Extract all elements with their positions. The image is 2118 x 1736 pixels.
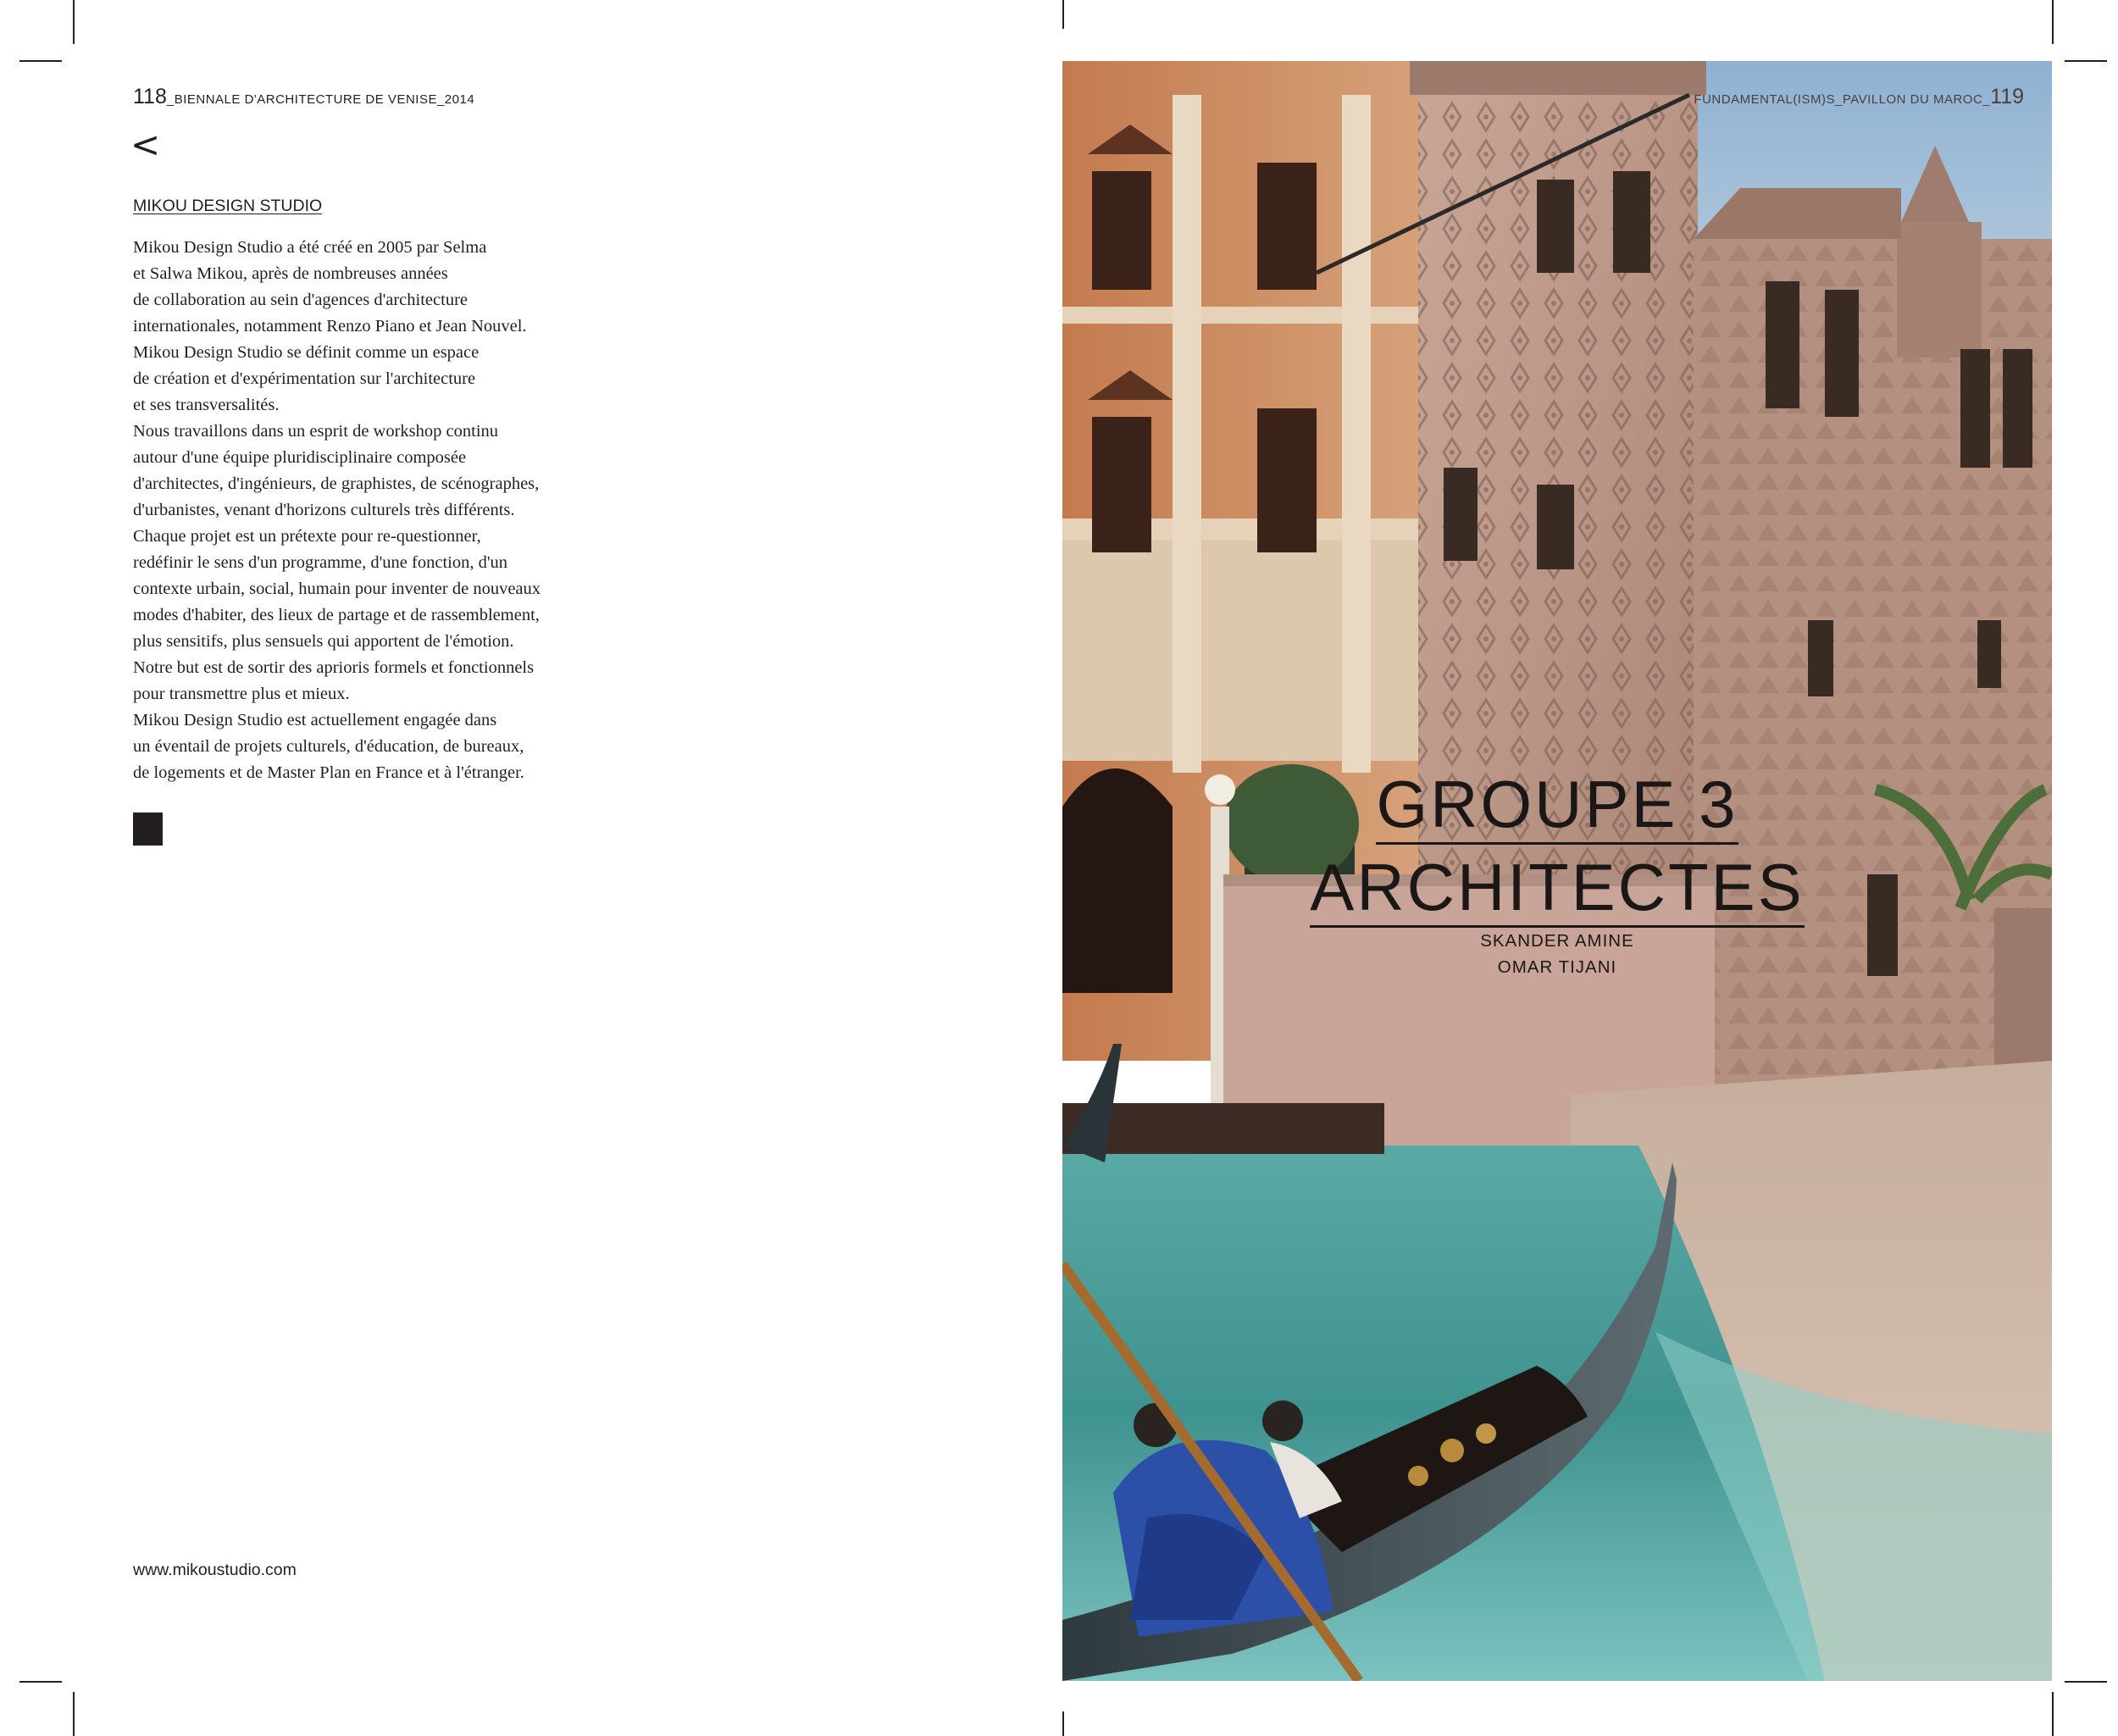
bio-line: Mikou Design Studio a été créé en 2005 par Selma	[133, 238, 487, 257]
back-arrow-icon[interactable]: <	[130, 124, 161, 165]
bio-line: un éventail de projets culturels, d'éducation, de bureaux,	[133, 737, 524, 756]
bio-line: Nous travaillons dans un esprit de workshop continu	[133, 422, 499, 441]
studio-title: MIKOU DESIGN STUDIO	[133, 197, 323, 215]
bio-line: d'urbanistes, venant d'horizons culturels très différents.	[133, 501, 515, 519]
bio-line: plus sensitifs, plus sensuels qui apportent de l'émotion.	[133, 632, 514, 651]
crop-mark	[73, 0, 75, 44]
crop-mark	[19, 60, 62, 62]
running-head: FUNDAMENTAL(ISM)S_PAVILLON DU MAROC_	[1694, 92, 1991, 107]
crop-mark	[73, 1692, 75, 1736]
authors-list	[1062, 928, 2052, 980]
left-page-header	[133, 85, 474, 109]
cover-photo	[1062, 61, 2052, 1681]
bio-line: internationales, notamment Renzo Piano et Jean Nouvel.	[133, 317, 527, 336]
bio-line: de création et d'expérimentation sur l'architecture	[133, 369, 476, 388]
bio-line: d'architectes, d'ingénieurs, de graphistes, de scénographes,	[133, 474, 540, 493]
bio-line: et Salwa Mikou, après de nombreuses années	[133, 264, 448, 283]
crop-mark	[19, 1681, 62, 1683]
bio-line: de logements et de Master Plan en France et à l'étranger.	[133, 763, 524, 782]
crop-mark	[1062, 0, 1064, 29]
group-title-line-1-wrapper	[1062, 767, 2052, 845]
page-number: 119	[1990, 85, 2024, 108]
bio-line: Notre but est de sortir des aprioris formels et fonctionnels	[133, 658, 535, 677]
bio-line: autour d'une équipe pluridisciplinaire composée	[133, 448, 467, 467]
bio-line: et ses transversalités.	[133, 396, 280, 414]
crop-mark	[2052, 1692, 2054, 1736]
crop-mark	[2065, 1681, 2107, 1683]
running-head: _BIENNALE D'ARCHITECTURE DE VENISE_2014	[166, 92, 475, 107]
right-page-header	[1694, 85, 2024, 109]
author-name: SKANDER AMINE	[1480, 931, 1634, 951]
group-title-line-2-wrapper	[1062, 850, 2052, 928]
crop-mark	[2052, 0, 2054, 44]
crop-mark	[2065, 60, 2107, 62]
crop-mark	[1062, 1711, 1064, 1736]
group-title-line-2: ARCHITECTES	[1310, 854, 1804, 928]
website-link[interactable]: www.mikoustudio.com	[133, 1561, 297, 1579]
group-title-line-1: GROUPE 3	[1376, 771, 1738, 845]
bio-line: contexte urbain, social, humain pour inventer de nouveaux	[133, 580, 541, 598]
bio-line: modes d'habiter, des lieux de partage et de rassemblement,	[133, 606, 540, 624]
bio-line: redéfinir le sens d'un programme, d'une fonction, d'un	[133, 553, 508, 572]
page-number: 118	[133, 85, 167, 108]
bio-line: pour transmettre plus et mieux.	[133, 685, 350, 703]
bio-line: de collaboration au sein d'agences d'architecture	[133, 291, 468, 309]
bio-line: Mikou Design Studio se définit comme un espace	[133, 343, 480, 362]
bio-line: Mikou Design Studio est actuellement engagée dans	[133, 711, 497, 729]
bio-line: Chaque projet est un prétexte pour re-questionner,	[133, 527, 481, 546]
author-name: OMAR TIJANI	[1497, 957, 1617, 977]
end-mark-square	[133, 813, 163, 846]
studio-bio	[133, 235, 607, 786]
